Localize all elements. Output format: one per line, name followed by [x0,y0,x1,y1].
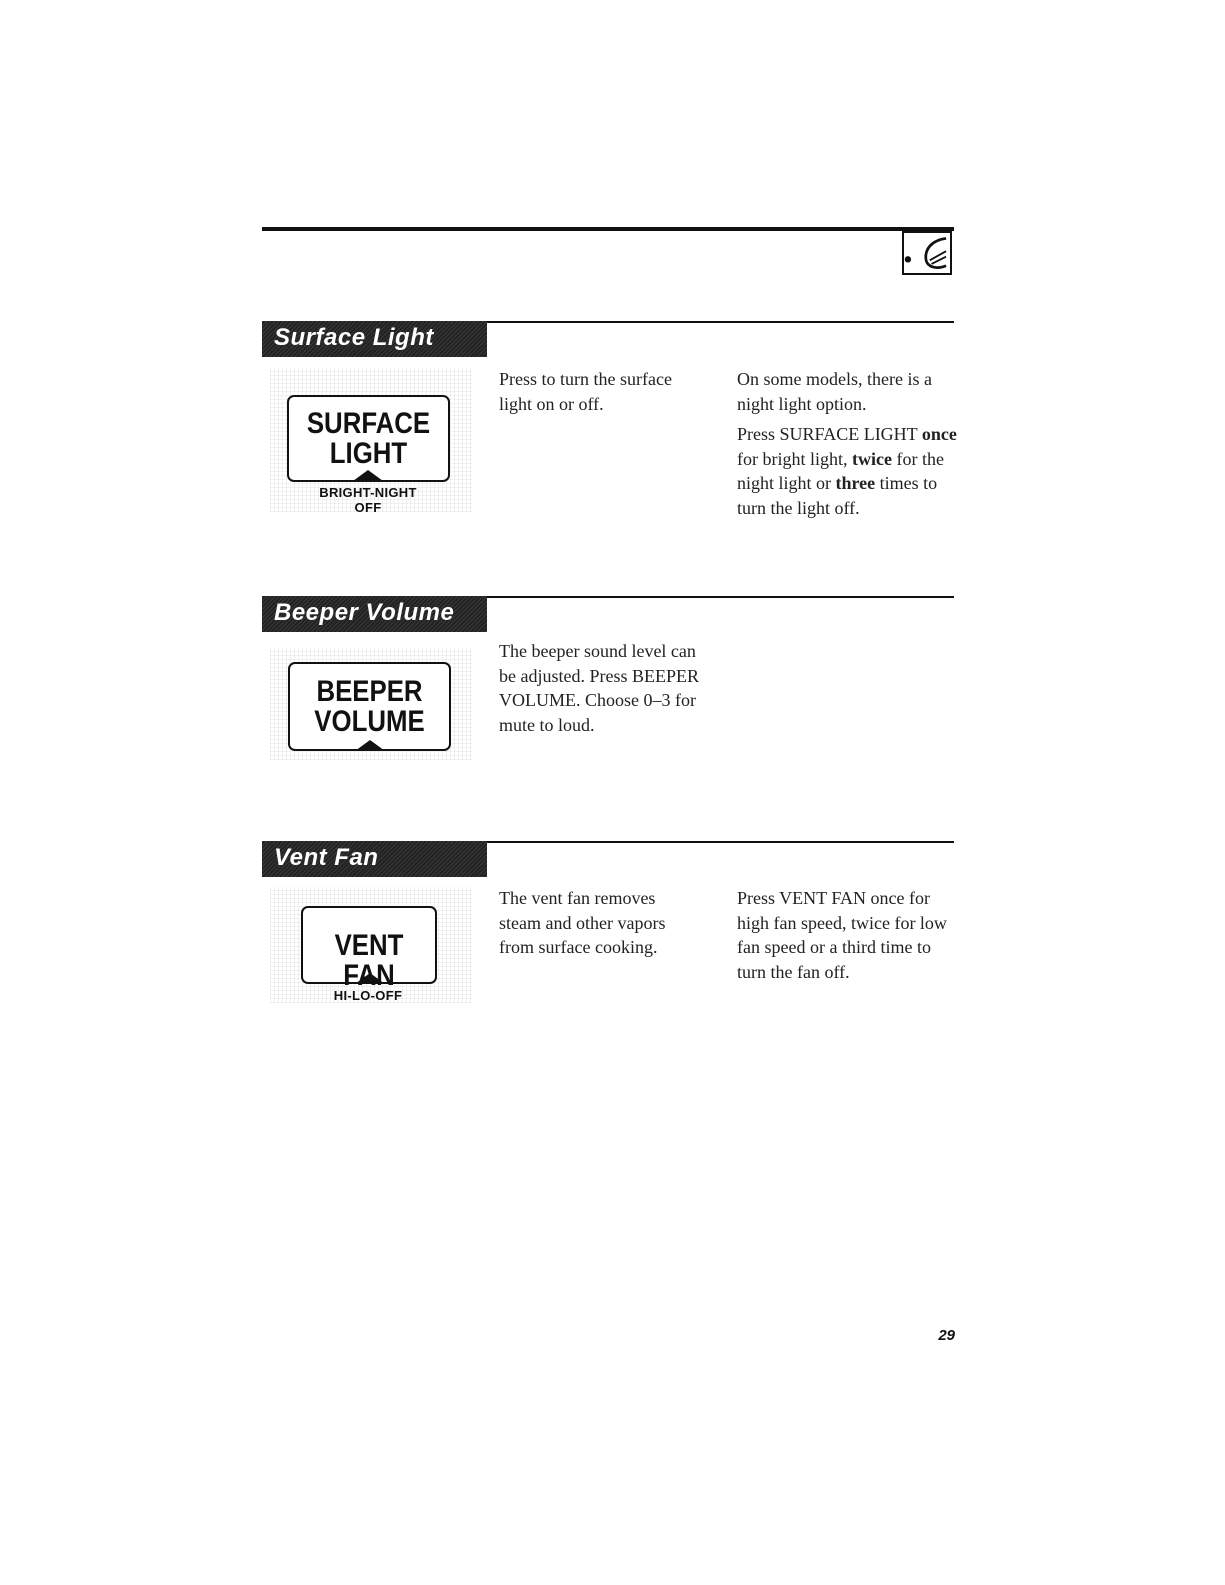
description-col-1 [499,886,699,966]
sub-label-line: OFF [354,500,382,515]
section-header [262,321,487,357]
paragraph: The vent fan removes steam and other vapors from surface cooking. [499,888,666,957]
button-label-line: VENT FAN [334,929,404,992]
section-title: Beeper Volume [274,599,455,626]
indicator-triangle [355,973,385,984]
surface-light-button[interactable] [287,395,450,482]
paragraph: On some models, there is a night light option. [737,369,932,414]
text-run: times to turn the light off. [737,473,938,518]
text-run: for bright light, [737,448,852,469]
surface-light-panel [270,368,472,515]
page-number: 29 [938,1327,955,1344]
section-title: Surface Light [274,324,434,351]
beeper-volume-button[interactable] [288,662,451,751]
indicator-triangle [355,740,385,751]
emphasis: three [835,473,876,493]
emphasis: once [921,424,957,444]
button-label-line: LIGHT [329,437,408,470]
button-sub-label [270,485,466,515]
description-col-1 [499,639,699,743]
indicator-triangle [353,470,383,481]
paragraph: Press VENT FAN once for high fan speed, twice for low fan speed or a third time to turn the fan off. [737,888,947,982]
sub-label-line: BRIGHT-NIGHT [319,485,417,500]
beeper-volume-panel [270,648,472,760]
utensil-icon [902,231,952,275]
section-rule [487,596,954,598]
description-col-2 [737,367,957,526]
button-label-line: BEEPER [316,675,423,708]
button-label-line: VOLUME [314,705,425,738]
description-col-2 [737,886,952,990]
description-col-1 [499,367,699,422]
paragraph: Press to turn the surface light on or off. [499,369,672,414]
vent-fan-panel [270,887,472,1003]
section-rule [487,321,954,323]
paragraph [737,422,957,520]
section-title: Vent Fan [274,844,379,871]
text-run: for the night light or [737,448,944,493]
button-sub-label [270,988,466,1003]
button-label-line: SURFACE [306,407,431,440]
emphasis: twice [852,448,892,469]
sub-label-line: HI-LO-OFF [333,988,403,1003]
section-header [262,841,487,877]
text-run: Press SURFACE LIGHT [737,424,918,444]
section-header [262,596,487,632]
top-rule [262,227,954,231]
paragraph: The beeper sound level can be adjusted. Press BEEPER VOLUME. Choose 0–3 for mute to loud. [499,641,699,735]
section-rule [487,841,954,843]
